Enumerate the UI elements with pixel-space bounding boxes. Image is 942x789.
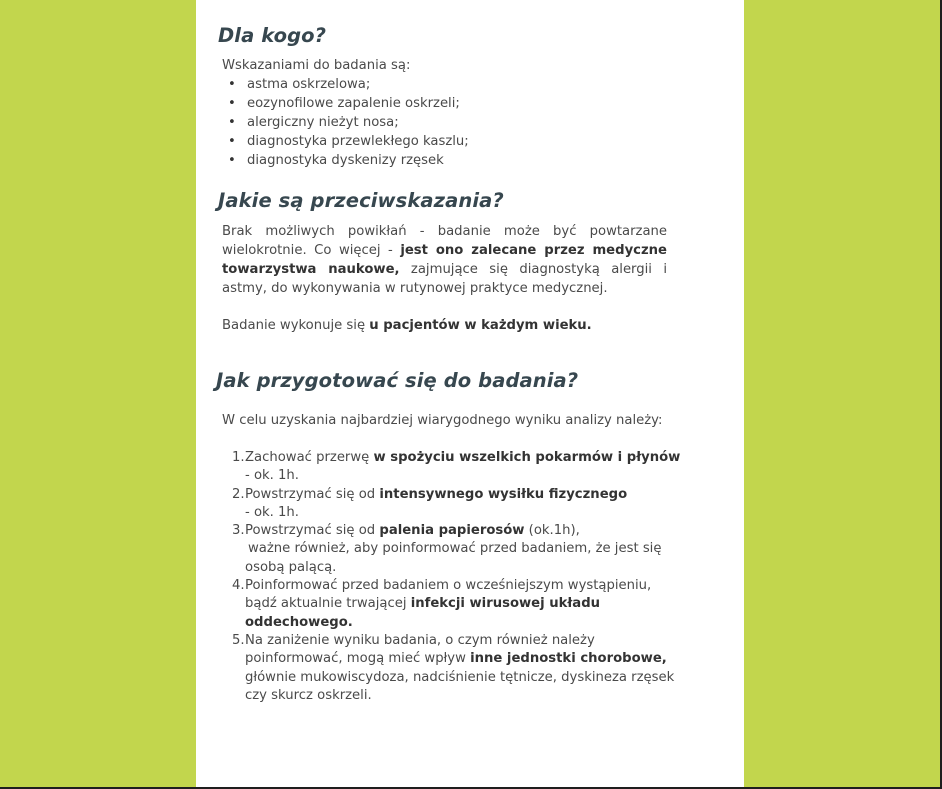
item-bold: w spożyciu wszelkich pokarmów i płynów — [373, 450, 681, 465]
section-title-preparation: Jak przygotować się do badania? — [216, 369, 579, 392]
item-text: czy skurcz oskrzeli. — [245, 687, 372, 703]
item-text: Zachować przerwę — [245, 450, 374, 465]
list-item — [232, 577, 672, 632]
list-number: 5. — [232, 633, 245, 648]
item-text: - ok. 1h. — [245, 504, 299, 520]
item-bold: palenia papierosów — [379, 523, 525, 538]
list-item: • alergiczny nieżyt nosa; — [222, 113, 469, 132]
list-item — [232, 522, 672, 577]
paragraph-text: Badanie wykonuje się — [222, 318, 370, 333]
document-page — [196, 0, 744, 787]
list-number: 1. — [232, 450, 245, 465]
list-item: • eozynofilowe zapalenie oskrzeli; — [222, 94, 469, 113]
item-text: bądź aktualnie trwającej — [245, 596, 411, 612]
section-title-contraindications: Jakie są przeciwskazania? — [218, 189, 504, 212]
item-text: Powstrzymać się od — [245, 523, 380, 538]
item-text: Poinformować przed badaniem o wcześniejszym wystąpieniu, — [245, 578, 652, 593]
paragraph-bold: u pacjentów w każdym wieku. — [369, 318, 592, 333]
list-item — [232, 449, 681, 486]
preparation-intro: W celu uzyskania najbardziej wiarygodnego wyniku analizy należy: — [222, 413, 663, 428]
paragraph-text: zajmujące się diagnostyką alergii i astmy, do wykonywania w rutynowej praktyce medycznej. — [222, 262, 667, 296]
item-text: poinformować, mogą mieć wpływ — [245, 651, 471, 667]
list-item — [232, 632, 675, 705]
list-item: • astma oskrzelowa; — [222, 75, 469, 94]
item-bold: inne jednostki chorobowe, — [470, 651, 667, 667]
indications-intro: Wskazaniami do badania są: — [222, 58, 411, 73]
item-text: (ok.1h), — [524, 523, 580, 538]
section-title-for-whom: Dla kogo? — [218, 24, 327, 47]
item-text: osobą palącą. — [245, 559, 337, 575]
item-text: głównie mukowiscydoza, nadciśnienie tętnicze, dyskineza rzęsek — [245, 669, 675, 685]
indications-list — [222, 75, 469, 170]
item-text: ważne również, aby poinformować przed badaniem, że jest się — [248, 541, 662, 557]
list-item — [232, 486, 672, 523]
list-number: 2. — [232, 486, 245, 502]
age-paragraph — [222, 316, 592, 335]
list-number: 4. — [232, 578, 245, 593]
item-text: Powstrzymać się od — [245, 486, 380, 502]
item-bold: oddechowego. — [245, 614, 353, 630]
paragraph-bold: jest ono zalecane przez medyczne towarzystwa naukowe, — [222, 243, 667, 277]
list-item: • diagnostyka przewlekłego kaszlu; — [222, 132, 469, 151]
list-item: • diagnostyka dyskenizy rzęsek — [222, 151, 469, 170]
contraindications-paragraph — [222, 222, 667, 298]
paragraph-text: Brak możliwych powikłań - badanie może być powtarzane wielokrotnie. Co więcej - — [222, 224, 667, 258]
item-bold: infekcji wirusowej układu — [410, 596, 601, 612]
list-number: 3. — [232, 523, 245, 538]
item-text: - ok. 1h. — [245, 468, 299, 484]
item-bold: intensywnego wysiłku fizycznego — [379, 486, 628, 502]
item-text: Na zaniżenie wyniku badania, o czym również należy — [245, 633, 595, 648]
